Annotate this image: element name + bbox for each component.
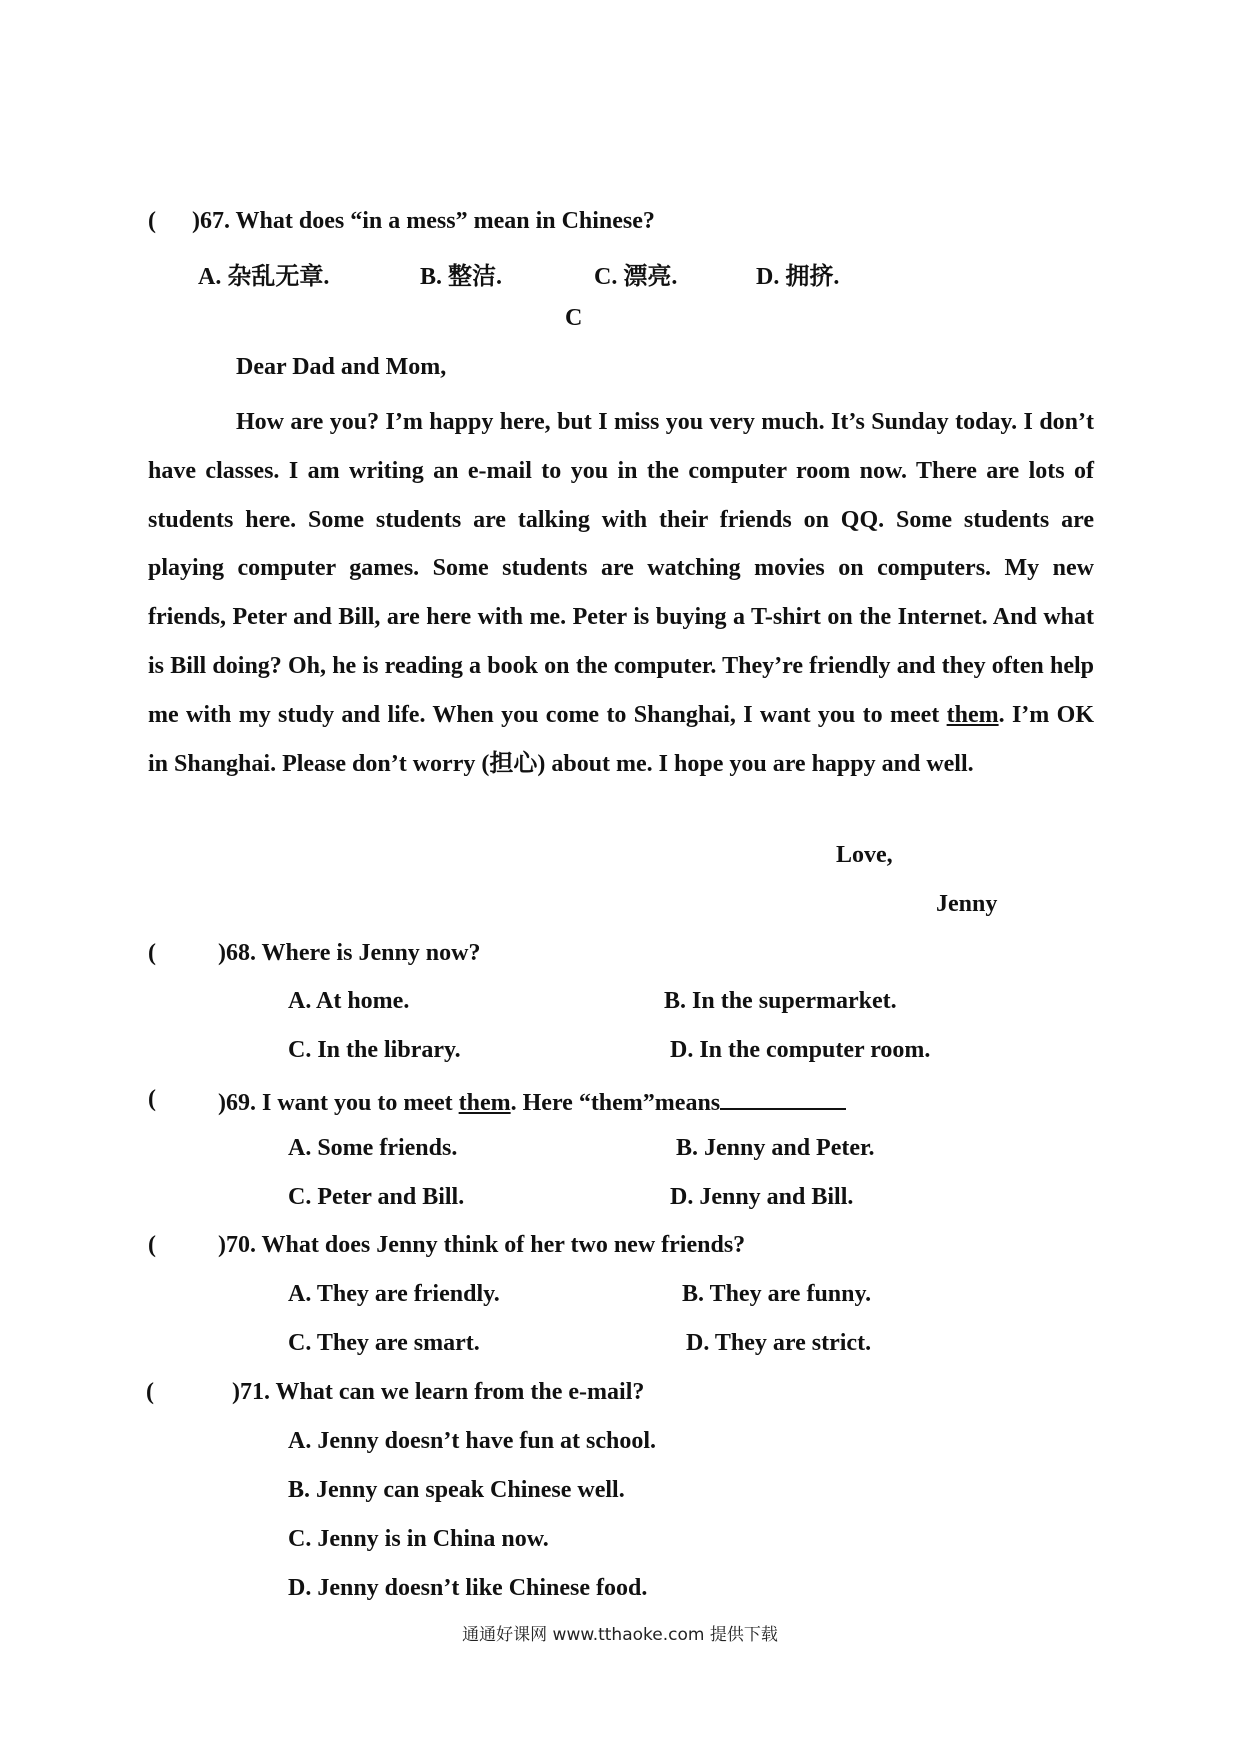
question-69-stem-post: . Here “them”means: [510, 1090, 721, 1116]
option-a: A. Jenny doesn’t have fun at school.: [288, 1428, 657, 1454]
option-b: B. Jenny can speak Chinese well.: [288, 1477, 625, 1503]
question-70-stem: )70. What does Jenny think of her two new friends?: [218, 1232, 746, 1258]
option-c: C. 漂亮.: [594, 264, 678, 290]
answer-bracket: (: [146, 1379, 154, 1405]
letter-salutation: Dear Dad and Mom,: [236, 354, 447, 380]
option-b: B. 整洁.: [420, 264, 503, 290]
letter-body: [148, 398, 1094, 788]
option-a: A. At home.: [288, 988, 410, 1014]
option-b: B. In the supermarket.: [664, 988, 897, 1014]
question-71: [146, 1379, 645, 1406]
question-68: [148, 940, 481, 967]
question-68-stem: )68. Where is Jenny now?: [218, 940, 481, 966]
option-c: C. In the library.: [288, 1037, 461, 1063]
section-label: C: [565, 305, 583, 331]
option-c: C. Peter and Bill.: [288, 1184, 465, 1210]
answer-bracket: (: [148, 1086, 156, 1112]
question-67-stem: )67. What does “in a mess” mean in Chinese?: [192, 208, 655, 234]
question-71-stem: )71. What can we learn from the e-mail?: [232, 1379, 645, 1405]
question-70: [148, 1232, 746, 1259]
question-69: [148, 1086, 721, 1116]
option-a: A. They are friendly.: [288, 1281, 500, 1307]
option-d: D. 拥挤.: [756, 264, 840, 290]
answer-bracket: (: [148, 940, 156, 966]
question-69-stem: [218, 1086, 846, 1117]
answer-bracket: (: [148, 1232, 156, 1258]
answer-bracket: (: [148, 208, 156, 234]
option-b: B. They are funny.: [682, 1281, 872, 1307]
option-a: A. 杂乱无章.: [198, 264, 330, 290]
answer-blank: [720, 1086, 846, 1110]
option-c: C. They are smart.: [288, 1330, 480, 1356]
letter-signature: Jenny: [936, 891, 998, 917]
letter-closing: Love,: [836, 842, 893, 868]
option-a: A. Some friends.: [288, 1135, 458, 1161]
option-b: B. Jenny and Peter.: [676, 1135, 875, 1161]
question-67: [148, 208, 655, 235]
option-d: D. Jenny and Bill.: [670, 1184, 854, 1210]
option-d: D. They are strict.: [686, 1330, 872, 1356]
underlined-word: them: [946, 701, 999, 728]
letter-body-text-end: . I’m OK in Shanghai. Please don’t worry (担心) about me. I hope you are happy and well.: [148, 701, 1094, 777]
page-footer: 通通好课网 www.tthaoke.com 提供下载: [462, 1625, 778, 1645]
option-d: D. Jenny doesn’t like Chinese food.: [288, 1575, 648, 1601]
underlined-word: them: [458, 1090, 511, 1116]
option-c: C. Jenny is in China now.: [288, 1526, 549, 1552]
letter-body-text: How are you? I’m happy here, but I miss you very much. It’s Sunday today. I don’t have classes. I am writing an e-mail to you in the computer room now. There are lots of students here. Some students are talking with their friends on QQ. Some students are playing computer games. Some students are watching movies on computers. My new friends, Peter and Bill, are here with me. Peter is buying a T-shirt on the Internet. And what is Bill doing? Oh, he is reading a book on the computer. They’re friendly and they often help me with my study and life. When you come to Shanghai, I want you to meet: [148, 409, 1094, 728]
question-69-stem-pre: )69. I want you to meet: [218, 1090, 459, 1116]
option-d: D. In the computer room.: [670, 1037, 931, 1063]
